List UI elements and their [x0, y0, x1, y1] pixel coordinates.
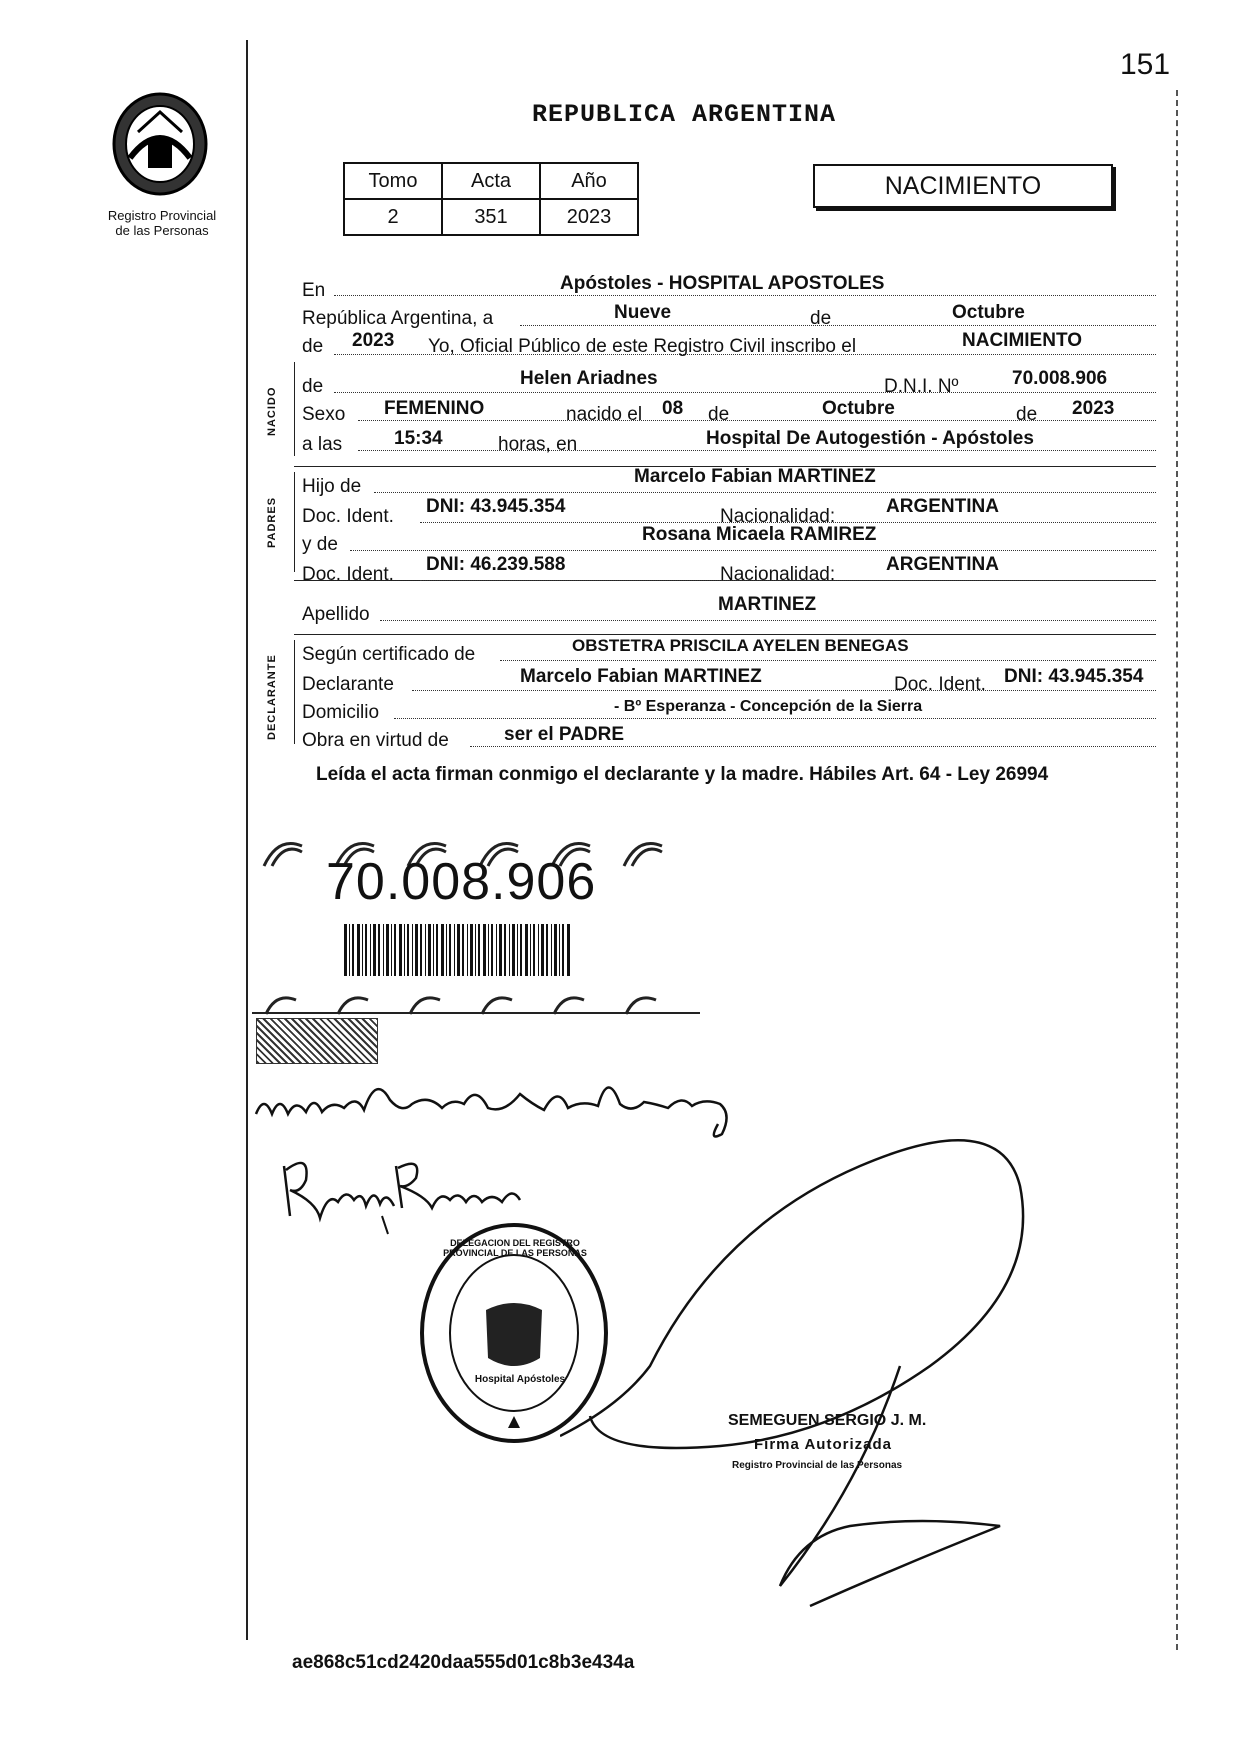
value-nac-anio: 2023: [1072, 398, 1115, 419]
value-acto: NACIMIENTO: [962, 330, 1082, 351]
label-a-las: a las: [302, 434, 343, 455]
label-dni: D.N.I. Nº: [884, 376, 959, 397]
fingerprint-block: [256, 1018, 378, 1064]
row-line-1: [334, 295, 1156, 296]
value-nac-mes: Octubre: [822, 398, 895, 419]
label-doc-madre: Doc. Ident.: [302, 564, 394, 585]
value-apellido: MARTINEZ: [718, 594, 817, 615]
label-declarante: Declarante: [302, 674, 394, 695]
label-segun: Según certificado de: [302, 644, 476, 665]
seal-text: DELEGACION DEL REGISTRO PROVINCIAL DE LAS PERSONAS: [443, 1238, 587, 1258]
label-de-mes: de: [810, 308, 832, 329]
official-name: SEMEGUEN SERGIO J. M.: [728, 1412, 927, 1429]
label-nacido-el: nacido el: [566, 404, 643, 425]
row-line-15: [470, 746, 1156, 747]
value-mes: Octubre: [952, 302, 1025, 323]
label-de-nombre: de: [302, 376, 324, 397]
closing-text: Leída el acta firman conmigo el declarante y la madre. Hábiles Art. 64 - Ley 26994: [316, 764, 1049, 785]
label-en: En: [302, 280, 326, 301]
value-lugar: Apóstoles - HOSPITAL APOSTOLES: [560, 273, 885, 294]
label-domicilio: Domicilio: [302, 702, 380, 723]
official-org: Registro Provincial de las Personas: [732, 1460, 903, 1471]
province-logo: [108, 88, 212, 196]
left-margin-line: [246, 40, 248, 1640]
dni-big-number: 70.008.906: [326, 853, 597, 911]
label-y-de: y de: [302, 534, 338, 555]
value-padre: Marcelo Fabian MARTINEZ: [634, 466, 876, 487]
value-dni: 70.008.906: [1012, 368, 1108, 389]
label-nac-madre: Nacionalidad:: [720, 564, 836, 585]
act-type-box: [813, 164, 1113, 208]
row-line-2: [520, 325, 1156, 326]
header-acta: Acta: [442, 163, 540, 199]
value-declarante: Marcelo Fabian MARTINEZ: [520, 666, 762, 687]
label-padres: PADRES: [266, 496, 278, 548]
barcode: [344, 924, 570, 976]
seal-inner-text: Hospital Apóstoles: [474, 1374, 566, 1385]
label-de-nac-anio: de: [1016, 404, 1038, 425]
value-madre: Rosana Micaela RAMIREZ: [642, 524, 877, 545]
value-anio: 2023: [540, 199, 638, 235]
value-nombre: Helen Ariadnes: [520, 368, 658, 389]
page-number: 151: [1120, 48, 1171, 81]
header-tomo: Tomo: [344, 163, 442, 199]
value-tomo: 2: [344, 199, 442, 235]
org-line-1: Registro Provincial: [107, 208, 217, 223]
org-name: [92, 208, 232, 238]
official-signature: [560, 1066, 1080, 1626]
security-strip-bottom: [252, 990, 700, 1016]
label-declarante: DECLARANTE: [266, 654, 278, 740]
value-domicilio: - Bº Esperanza - Concepción de la Sierra: [614, 698, 923, 715]
label-sexo: Sexo: [302, 404, 346, 425]
label-obra: Obra en virtud de: [302, 730, 449, 751]
value-hora: 15:34: [394, 428, 443, 449]
row-line-6: [358, 450, 1156, 451]
divider-3: [294, 634, 1156, 635]
label-hijo-de: Hijo de: [302, 476, 362, 497]
row-line-7: [374, 492, 1156, 493]
value-dia: Nueve: [614, 302, 672, 323]
row-line-14: [394, 718, 1156, 719]
value-anio: 2023: [352, 330, 395, 351]
row-line-4: [334, 392, 1156, 393]
label-nacido: NACIDO: [266, 386, 278, 436]
section-line-nacido: [294, 362, 295, 456]
label-de-anio: de: [302, 336, 324, 357]
row-line-12: [500, 660, 1156, 661]
value-certificado: OBSTETRA PRISCILA AYELEN BENEGAS: [572, 636, 909, 655]
value-acta: 351: [442, 199, 540, 235]
document-hash: ae868c51cd2420daa555d01c8b3e434a: [292, 1652, 635, 1673]
label-de-nac-mes: de: [708, 404, 730, 425]
label-yo: Yo, Oficial Público de este Registro Civil inscribo el: [428, 336, 857, 357]
section-line-declarante: [294, 640, 295, 744]
value-declarante-doc: DNI: 43.945.354: [1004, 666, 1144, 687]
label-doc-declarante: Doc. Ident.: [894, 674, 986, 695]
org-line-2: de las Personas: [115, 223, 209, 238]
label-horas-en: horas, en: [498, 434, 578, 455]
label-apellido: Apellido: [302, 604, 370, 625]
value-madre-nac: ARGENTINA: [886, 554, 999, 575]
value-lugar-nac: Hospital De Autogestión - Apóstoles: [706, 428, 1034, 449]
label-doc-padre: Doc. Ident.: [302, 506, 394, 527]
value-padre-doc: DNI: 43.945.354: [426, 496, 566, 517]
value-nac-dia: 08: [662, 398, 684, 419]
label-republica: República Argentina, a: [302, 308, 494, 329]
row-line-11: [380, 620, 1156, 621]
section-line-padres: [294, 472, 295, 572]
right-margin-line: [1176, 90, 1178, 1650]
label-nac-padre: Nacionalidad:: [720, 506, 836, 527]
row-line-13: [412, 690, 1156, 691]
row-line-9: [350, 550, 1156, 551]
tomo-acta-table: [343, 162, 639, 236]
value-padre-nac: ARGENTINA: [886, 496, 999, 517]
act-type: NACIMIENTO: [884, 172, 1042, 200]
country-title: REPUBLICA ARGENTINA: [532, 100, 837, 129]
value-madre-doc: DNI: 46.239.588: [426, 554, 566, 575]
official-title: Firma Autorizada: [754, 1436, 892, 1453]
value-obra: ser el PADRE: [504, 724, 625, 745]
value-sexo: FEMENINO: [384, 398, 485, 419]
header-anio: Año: [540, 163, 638, 199]
